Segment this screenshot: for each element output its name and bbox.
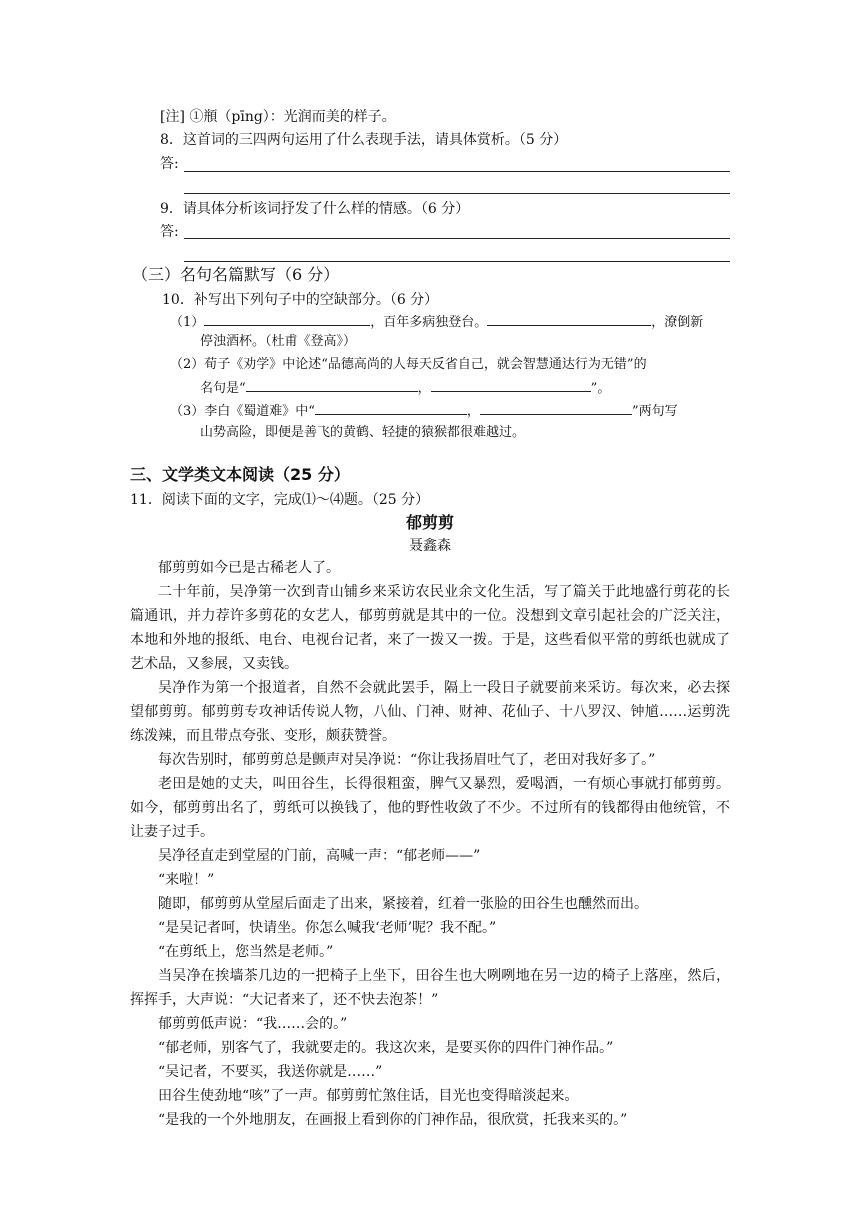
blank-2a[interactable] xyxy=(246,377,418,392)
story-paragraph: “在剪纸上，您当然是老师。” xyxy=(158,944,334,960)
question-10: 10．补写出下列句子中的空缺部分。（6 分） xyxy=(162,292,439,308)
item-2-prefix: 名句是“ xyxy=(200,381,246,396)
item-1-number: （1） xyxy=(170,315,205,330)
item-2-line-1: （2）荀子《劝学》中论述“品德高尚的人每天反省自己，就会智慧通达行为无错”的 xyxy=(170,357,647,372)
story-paragraph: “郁老师，别客气了，我就要走的。我这次来，是要买你的四件门神作品。” xyxy=(158,1040,614,1056)
story-author: 聂鑫森 xyxy=(409,538,451,554)
blank-3b[interactable] xyxy=(480,400,632,415)
item-3-line-1 xyxy=(170,400,678,422)
section-three-heading: 三、文学类文本阅读（25 分） xyxy=(130,465,350,484)
story-paragraph: 随即，郁剪剪从堂屋后面走了出来，紧接着，红着一张脸的田谷生也醺然而出。 xyxy=(158,896,648,912)
story-paragraph: 每次告别时，郁剪剪总是颤声对吴净说：“你让我扬眉吐气了，老田对我好多了。” xyxy=(158,752,656,768)
item-2-line-2 xyxy=(200,377,610,399)
answer-line-8a[interactable] xyxy=(184,171,730,172)
story-paragraph: 郁剪剪低声说：“我……会的。” xyxy=(158,1016,348,1032)
item-1-end: ，潦倒新 xyxy=(651,315,704,330)
story-paragraph: “来啦！” xyxy=(158,872,215,888)
blank-3a[interactable] xyxy=(315,400,467,415)
blank-2b[interactable] xyxy=(431,377,591,392)
section-mingju-heading: （三）名句名篇默写（6 分） xyxy=(132,265,340,284)
story-paragraph: “吴记者，不要买，我送你就是……” xyxy=(158,1064,383,1080)
item-3-sep: ， xyxy=(466,404,480,419)
answer-label-8: 答: xyxy=(160,156,179,172)
story-paragraph: 田谷生使劲地“咳”了一声。郁剪剪忙煞住话，目光也变得暗淡起来。 xyxy=(158,1088,579,1104)
question-11: 11．阅读下面的文字，完成⑴～⑷题。（25 分） xyxy=(130,492,430,508)
blank-1b[interactable] xyxy=(487,311,651,326)
item-3-prefix: （3）李白《蜀道难》中“ xyxy=(170,404,315,419)
story-paragraph: 郁剪剪如今已是古稀老人了。 xyxy=(158,560,340,576)
answer-line-8b[interactable] xyxy=(184,193,730,194)
item-2-end: ”。 xyxy=(590,381,611,396)
story-body xyxy=(130,556,730,1132)
story-paragraph: 当吴净在挨墙茶几边的一把椅子上坐下，田谷生也大咧咧地在另一边的椅子上落座，然后，挥挥手，大声说：“大记者来了，还不快去泡茶！” xyxy=(130,968,730,1008)
item-2-sep: ， xyxy=(417,381,431,396)
item-3-end: ”两句写 xyxy=(631,404,678,419)
story-paragraph: 二十年前，吴净第一次到青山铺乡来采访农民业余文化生活，写了篇关于此地盛行剪花的长篇通讯，并力荐许多剪花的女艺人，郁剪剪就是其中的一位。没想到文章引起社会的广泛关注，本地和外地的报纸、电台、电视台记者，来了一拨又一拨。于是，这些看似平常的剪纸也就成了艺术品，又参展，又卖钱。 xyxy=(130,584,730,672)
story-paragraph: 吴净作为第一个报道者，自然不会就此罢手，隔上一段日子就要前来采访。每次来，必去探望郁剪剪。郁剪剪专攻神话传说人物，八仙、门神、财神、花仙子、十八罗汉、钟馗……运剪洗练泼辣，而且带点夸张、变形，颇获赞誉。 xyxy=(130,680,730,744)
item-1-line-1 xyxy=(170,311,703,333)
story-paragraph: 老田是她的丈夫，叫田谷生，长得很粗蛮，脾气又暴烈，爱喝酒，一有烦心事就打郁剪剪。如今，郁剪剪出名了，剪纸可以换钱了，他的野性收敛了不少。不过所有的钱都得由他统管，不让妻子过手。 xyxy=(130,776,730,840)
poem-note: [注] ①頩（pīng）：光润而美的样子。 xyxy=(160,109,396,125)
answer-line-9b[interactable] xyxy=(184,261,730,262)
item-1-mid: ，百年多病独登台。 xyxy=(370,315,488,330)
item-3-line-2: 山势高险，即便是善飞的黄鹤、轻捷的猿猴都很难越过。 xyxy=(200,425,526,440)
question-8: 8．这首词的三四两句运用了什么表现手法，请具体赏析。（5 分） xyxy=(160,132,568,148)
item-1-line-2: 停浊酒杯。（杜甫《登高》） xyxy=(200,334,357,349)
blank-1a[interactable] xyxy=(204,311,370,326)
story-paragraph: “是我的一个外地朋友，在画报上看到你的门神作品，很欣赏，托我来买的。” xyxy=(158,1112,628,1128)
question-9: 9．请具体分析该词抒发了什么样的情感。（6 分） xyxy=(160,201,470,217)
answer-label-9: 答: xyxy=(160,224,179,240)
story-paragraph: “是吴记者呵，快请坐。你怎么喊我‘老师’呢？我不配。” xyxy=(158,920,497,936)
story-title: 郁剪剪 xyxy=(405,513,454,532)
answer-line-9a[interactable] xyxy=(184,238,730,239)
story-paragraph: 吴净径直走到堂屋的门前，高喊一声：“郁老师——” xyxy=(158,848,481,864)
